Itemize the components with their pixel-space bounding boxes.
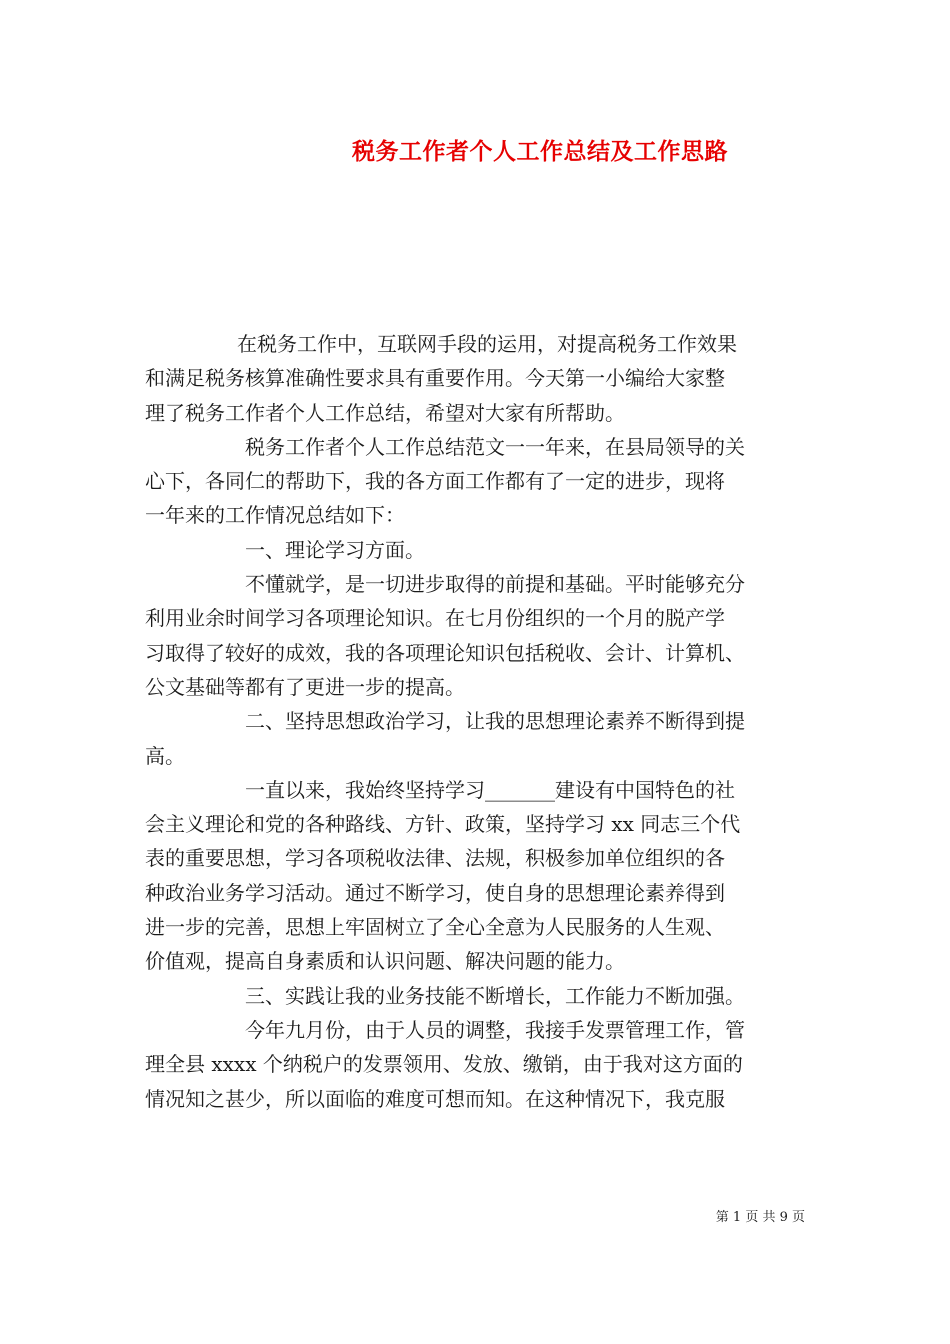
text-line: 表的重要思想，学习各项税收法律、法规，积极参加单位组织的各 [145, 846, 725, 871]
text-line: 今年九月份，由于人员的调整，我接手发票管理工作，管 [245, 1017, 745, 1042]
text-line: 在税务工作中，互联网手段的运用，对提高税务工作效果 [237, 332, 737, 356]
text-line: 心下，各同仁的帮助下，我的各方面工作都有了一定的进步，现将 [145, 469, 725, 494]
text-line: 理了税务工作者个人工作总结，希望对大家有所帮助。 [145, 400, 625, 425]
page-footer: 第 1 页 共 9 页 [715, 1210, 805, 1225]
text-line: 价值观，提高自身素质和认识问题、解决问题的能力。 [145, 949, 625, 974]
text-line: 习取得了较好的成效，我的各项理论知识包括税收、会计、计算机、 [145, 640, 745, 665]
text-line: 一、理论学习方面。 [245, 537, 425, 562]
document-title: 税务工作者个人工作总结及工作思路 [352, 138, 728, 165]
text-line: 进一步的完善，思想上牢固树立了全心全意为人民服务的人生观、 [145, 915, 725, 940]
text-line: 高。 [145, 743, 185, 768]
text-line: 一直以来，我始终坚持学习_______建设有中国特色的社 [245, 777, 735, 802]
text-line: 利用业余时间学习各项理论知识。在七月份组织的一个月的脱产学 [145, 606, 725, 631]
text-line: 二、坚持思想政治学习，让我的思想理论素养不断得到提 [245, 709, 745, 734]
text-line: 理全县 xxxx 个纳税户的发票领用、发放、缴销，由于我对这方面的 [145, 1052, 743, 1077]
text-line: 和满足税务核算准确性要求具有重要作用。今天第一小编给大家整 [145, 366, 725, 391]
text-line: 会主义理论和党的各种路线、方针、政策，坚持学习 xx 同志三个代 [145, 812, 741, 837]
document-body [145, 327, 810, 1116]
text-line: 税务工作者个人工作总结范文一一年来，在县局领导的关 [245, 434, 745, 459]
text-line: 情况知之甚少，所以面临的难度可想而知。在这种情况下，我克服 [145, 1086, 725, 1111]
text-line: 不懂就学，是一切进步取得的前提和基础。平时能够充分 [245, 572, 745, 597]
text-line: 三、实践让我的业务技能不断增长，工作能力不断加强。 [245, 983, 745, 1008]
text-line: 种政治业务学习活动。通过不断学习，使自身的思想理论素养得到 [145, 880, 725, 905]
text-line: 一年来的工作情况总结如下： [145, 503, 405, 528]
text-line: 公文基础等都有了更进一步的提高。 [145, 674, 465, 699]
